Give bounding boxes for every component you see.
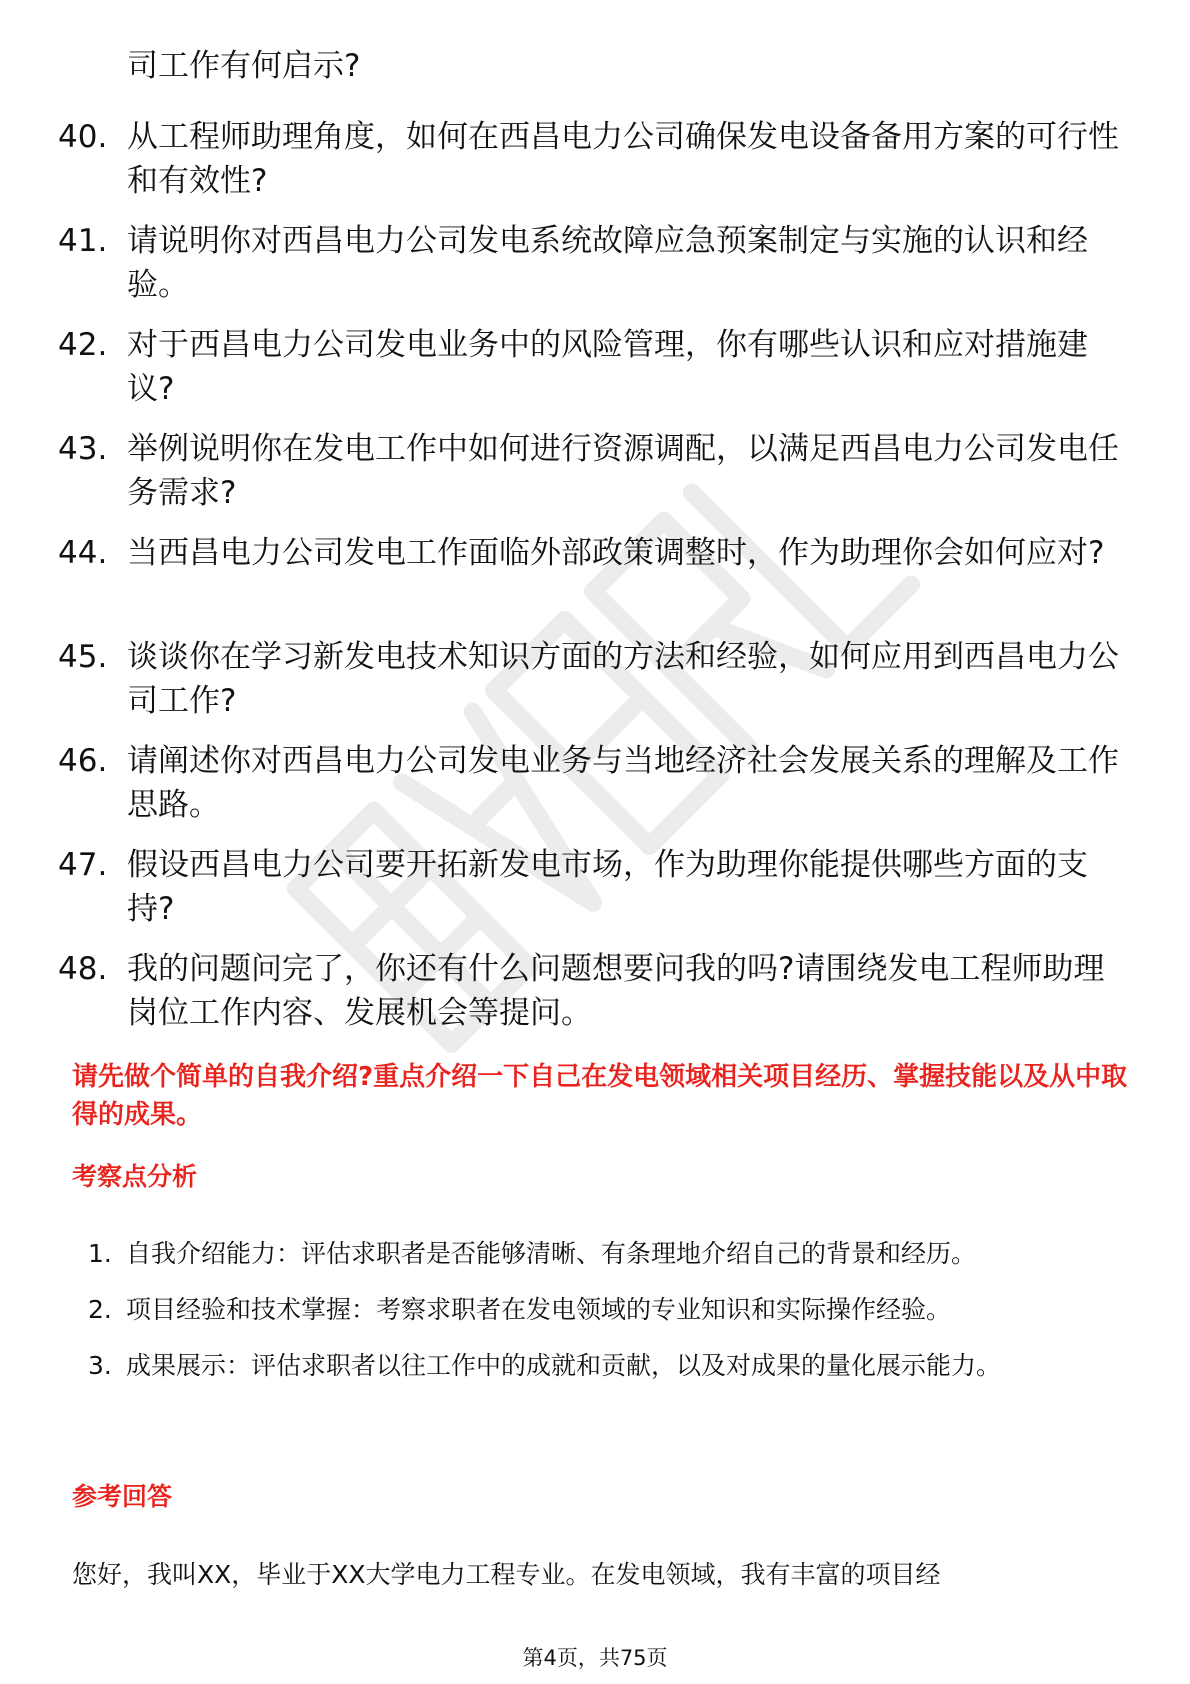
page-footer: 第4页，共75页 [522, 1646, 668, 1670]
list-item [88, 1226, 1128, 1282]
question-number: 48. [58, 951, 108, 987]
list-item [58, 323, 1138, 427]
list-item [58, 635, 1138, 739]
analysis-points [88, 1226, 1128, 1394]
question-number: 40. [58, 119, 108, 155]
list-item [88, 1338, 1128, 1394]
point-text: 项目经验和技术掌握：考察求职者在发电领域的专业知识和实际操作经验。 [126, 1295, 952, 1324]
question-number: 42. [58, 327, 108, 363]
question-number: 45. [58, 639, 108, 675]
list-item [58, 843, 1138, 947]
question-text: 当西昌电力公司发电工作面临外部政策调整时，作为助理你会如何应对? [127, 535, 1105, 571]
list-item [58, 115, 1138, 219]
question-text: 我的问题问完了，你还有什么问题想要问我的吗?请围绕发电工程师助理岗位工作内容、发展机会等提问。 [127, 951, 1105, 1031]
list-item [58, 531, 1138, 635]
point-text: 成果展示：评估求职者以往工作中的成就和贡献，以及对成果的量化展示能力。 [126, 1351, 1002, 1380]
question-number: 41. [58, 223, 108, 259]
list-item [58, 427, 1138, 531]
list-item [88, 1282, 1128, 1338]
reference-heading: 参考回答 [72, 1482, 173, 1511]
continuation-text: 司工作有何启示? [127, 48, 361, 84]
question-number: 44. [58, 535, 108, 571]
question-number: 47. [58, 847, 108, 883]
question-text: 对于西昌电力公司发电业务中的风险管理，你有哪些认识和应对措施建议? [127, 327, 1088, 407]
point-number: 2. [88, 1295, 112, 1324]
point-number: 3. [88, 1351, 112, 1380]
question-list [58, 115, 1138, 1051]
point-text: 自我介绍能力：评估求职者是否能够清晰、有条理地介绍自己的背景和经历。 [126, 1239, 977, 1268]
analysis-heading: 考察点分析 [72, 1162, 198, 1191]
question-number: 43. [58, 431, 108, 467]
question-text: 从工程师助理角度，如何在西昌电力公司确保发电设备备用方案的可行性和有效性? [127, 119, 1119, 199]
question-text: 请阐述你对西昌电力公司发电业务与当地经济社会发展关系的理解及工作思路。 [127, 743, 1119, 823]
reference-answer: 您好，我叫XX，毕业于XX大学电力工程专业。在发电领域，我有丰富的项目经 [72, 1560, 941, 1589]
point-number: 1. [88, 1239, 112, 1268]
list-item [58, 739, 1138, 843]
featured-question: 请先做个简单的自我介绍?重点介绍一下自己在发电领域相关项目经历、掌握技能以及从中取得的成果。 [72, 1062, 1128, 1130]
question-text: 请说明你对西昌电力公司发电系统故障应急预案制定与实施的认识和经验。 [127, 223, 1088, 303]
list-item [58, 947, 1138, 1051]
list-item [58, 219, 1138, 323]
question-text: 谈谈你在学习新发电技术知识方面的方法和经验，如何应用到西昌电力公司工作? [127, 639, 1119, 719]
question-number: 46. [58, 743, 108, 779]
question-text: 假设西昌电力公司要开拓新发电市场，作为助理你能提供哪些方面的支持? [127, 847, 1088, 927]
question-text: 举例说明你在发电工作中如何进行资源调配，以满足西昌电力公司发电任务需求? [127, 431, 1119, 511]
